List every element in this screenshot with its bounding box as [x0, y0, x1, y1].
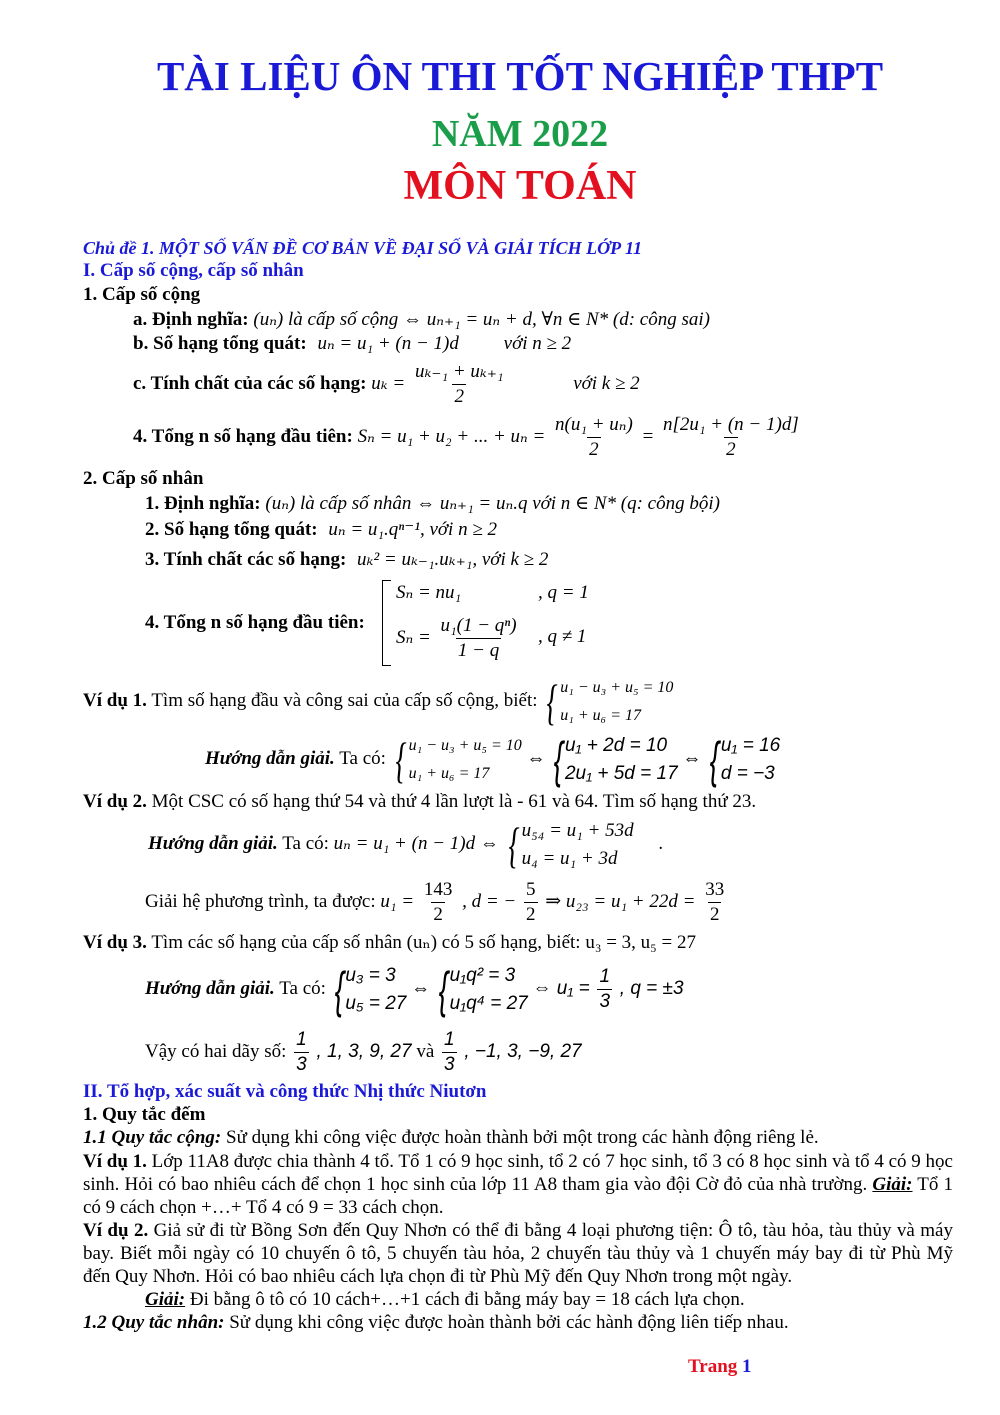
example-3-system-2: { u₁q² = 3 u₁q⁴ = 27	[438, 961, 528, 1018]
example-2-formula: uₙ = u₁ + (n − 1)d ⇔	[333, 833, 499, 854]
frac-num: n(u₁ + uₙ)	[555, 414, 633, 436]
solution-text: Đi bằng ô tô có 10 cách+…+1 cách đi bằng máy bay = 18 cách lựa chọn.	[185, 1289, 745, 1310]
csn-general-formula: uₙ = u₁.qⁿ⁻¹, với n ≥ 2	[328, 519, 498, 540]
example-label: Ví dụ 1.	[83, 1151, 147, 1172]
frac-den: 1 − q	[457, 640, 500, 662]
u1-fraction	[422, 878, 455, 927]
system-row: u₁ + 2d = 10	[564, 734, 668, 756]
example-3-system-1: { u₃ = 3 u₅ = 27	[334, 961, 407, 1018]
csc-general-label: b. Số hạng tổng quát:	[133, 333, 307, 354]
frac-den: 2	[709, 904, 720, 926]
doc-title: TÀI LIỆU ÔN THI TỐT NGHIỆP THPT	[156, 53, 884, 99]
solution-label: Giải:	[872, 1174, 913, 1195]
solution-label: Giải:	[145, 1289, 186, 1310]
frac-num: 1	[444, 1029, 455, 1051]
ta-co-text: Ta có:	[279, 978, 326, 999]
addition-rule-text: Sử dụng khi công việc được hoàn thành bởi một trong các hành động riêng lẻ.	[221, 1127, 819, 1148]
solution-text: Tổ 1 có 9 cách chọn +…+ Tổ 4 có 9 = 33 cách chọn.	[83, 1174, 953, 1218]
counting-example-2-solution	[145, 1289, 745, 1311]
example-3-conclusion	[145, 1027, 582, 1077]
frac-den: 3	[444, 1054, 455, 1076]
frac-num: 1	[599, 966, 611, 988]
example-3-text: Tìm các số hạng của cấp số nhân (uₙ) có 5 số hạng, biết: u₃ = 3, u₅ = 27	[151, 932, 696, 953]
csn-sum-case-2-lhs: Sₙ =	[396, 627, 431, 648]
example-2	[83, 791, 756, 813]
solution-label: Hướng dẫn giải.	[205, 748, 335, 769]
csc-property-cond: với k ≥ 2	[573, 373, 640, 394]
csn-sum-case-2	[396, 614, 522, 663]
csn-property-label: 3. Tính chất các số hạng:	[145, 549, 347, 570]
example-2-system: { u₅₄ = u₁ + 53d u₄ = u₁ + 3d	[508, 816, 634, 873]
csc-property	[133, 360, 640, 409]
example-2-solution	[148, 814, 663, 874]
example-label: Ví dụ 2.	[83, 1220, 149, 1241]
equivalence-arrow: ⇔	[682, 748, 702, 769]
system-row: u₃ = 3	[345, 964, 396, 986]
conclusion-text: Vậy có hai dãy số:	[145, 1041, 287, 1062]
csn-sum-fraction	[439, 614, 519, 663]
csc-sum	[133, 413, 804, 462]
example-1	[83, 673, 673, 730]
frac-den: 2	[433, 904, 443, 926]
section-1-heading: I. Cấp số cộng, cấp số nhân	[83, 260, 304, 281]
example-1-system: { u₁ − u₃ + u₅ = 10 u₁ + u₆ = 17	[546, 673, 674, 730]
system-row: u₅ = 27	[345, 992, 407, 1014]
csc-def-text: (uₙ) là cấp số cộng ⇔ uₙ₊₁ = uₙ + d, ∀n ∈ N* (d: công sai)	[253, 309, 710, 330]
system-row: u₄ = u₁ + 3d	[521, 847, 618, 869]
u1-lhs: u₁ =	[380, 891, 415, 912]
frac-den: 2	[726, 439, 736, 461]
csc-property-lhs: uₖ =	[371, 373, 406, 394]
page-number: 1	[742, 1356, 752, 1377]
csc-def-label: a. Định nghĩa:	[133, 309, 249, 330]
addition-rule	[83, 1127, 819, 1149]
example-1-label: Ví dụ 1.	[83, 690, 147, 711]
doc-subject: MÔN TOÁN	[403, 163, 637, 209]
frac-num: 1	[296, 1029, 307, 1051]
d-lhs: , d = −	[462, 891, 517, 912]
csc-sum-label: 4. Tổng n số hạng đầu tiên:	[133, 426, 353, 447]
system-row: u₁ + u₆ = 17	[408, 764, 490, 782]
frac-num: 33	[705, 879, 725, 901]
page-label: Trang	[688, 1356, 738, 1377]
csn-property	[145, 549, 548, 571]
csn-general-term	[145, 519, 497, 541]
csc-sum-fraction-1	[553, 413, 635, 462]
example-3	[83, 932, 696, 954]
solution-system-2: { u₁ + 2d = 10 2u₁ + 5d = 17	[554, 731, 678, 788]
example-3-solution	[145, 959, 684, 1019]
example-2-result	[145, 877, 729, 927]
period: .	[658, 833, 664, 854]
result-fraction	[597, 965, 612, 1014]
seq-1-fraction	[294, 1028, 309, 1077]
u23-lhs: ⇒ u₂₃ = u₁ + 22d =	[545, 891, 696, 912]
d-fraction	[524, 878, 538, 927]
section-2-heading: II. Tổ hợp, xác suất và công thức Nhị thức Niutơn	[83, 1081, 487, 1102]
multiplication-rule-text: Sử dụng khi công việc được hoàn thành bởi các hành động liên tiếp nhau.	[224, 1312, 789, 1333]
solve-text: Giải hệ phương trình, ta được:	[145, 891, 376, 912]
csc-property-label: c. Tính chất của các số hạng:	[133, 373, 367, 394]
csc-general-term	[133, 333, 571, 355]
csn-property-formula: uₖ² = uₖ₋₁.uₖ₊₁, với k ≥ 2	[357, 549, 549, 570]
equivalence-arrow: ⇔	[411, 978, 431, 999]
csn-definition	[145, 493, 720, 515]
doc-year: NĂM 2022	[431, 113, 609, 155]
case-bracket	[382, 580, 391, 666]
equivalence-arrow: ⇔	[526, 748, 546, 769]
topic-text: Chủ đề 1. MỘT SỐ VẤN ĐỀ CƠ BẢN VỀ ĐẠI SỐ VÀ GIẢI TÍCH LỚP 11	[83, 238, 642, 258]
frac-den: 2	[526, 904, 536, 926]
counting-heading: 1. Quy tắc đếm	[83, 1104, 206, 1125]
sequence-1: , 1, 3, 9, 27	[316, 1041, 412, 1062]
frac-num: 143	[423, 879, 453, 901]
system-row: u₅₄ = u₁ + 53d	[521, 819, 634, 841]
csn-heading: 2. Cấp số nhân	[83, 468, 204, 489]
counting-example-1	[83, 1150, 953, 1219]
ta-co-text: Ta có:	[282, 833, 329, 854]
ta-co-text: Ta có:	[339, 748, 386, 769]
csc-definition	[133, 309, 710, 331]
csn-sum-case-1: Sₙ = nu₁	[396, 582, 462, 603]
counting-example-2	[83, 1219, 953, 1288]
frac-num: n[2u₁ + (n − 1)d]	[663, 414, 799, 436]
sequence-2: , −1, 3, −9, 27	[464, 1041, 582, 1062]
example-2-label: Ví dụ 2.	[83, 791, 147, 812]
solution-system-3: { u₁ = 16 d = −3	[709, 731, 781, 788]
result-lhs: ⇔ u₁ =	[532, 978, 590, 999]
csc-sum-fraction-2	[661, 413, 801, 462]
frac-den: 3	[296, 1054, 307, 1076]
system-row: u₁ − u₃ + u₅ = 10	[560, 678, 674, 696]
and-text: và	[416, 1041, 435, 1062]
u23-fraction	[703, 878, 726, 927]
solution-label: Hướng dẫn giải.	[145, 978, 275, 999]
example-text: Giả sử đi từ Bồng Sơn đến Quy Nhơn có thể đi bằng 4 loại phương tiện: Ô tô, tàu hỏa, tàu thủy và máy bay. Biết mỗi ngày có 10 chuyến ô tô, 5 chuyến tàu hỏa, 2 chuyến tàu thủy và 1 chuyến máy bay đi từ Phù Mỹ đến Quy Nhơn. Hỏi có bao nhiêu cách lựa chọn đi từ Phù Mỹ đến Quy Nhơn trong một ngày.	[83, 1220, 953, 1287]
page-footer	[688, 1356, 752, 1378]
addition-rule-label: 1.1 Quy tắc cộng:	[83, 1127, 222, 1148]
csn-sum-case-2-cond: , q ≠ 1	[538, 626, 587, 647]
example-3-label: Ví dụ 3.	[83, 932, 147, 953]
csn-def-label: 1. Định nghĩa:	[145, 493, 261, 514]
example-text: Lớp 11A8 được chia thành 4 tổ. Tổ 1 có 9 học sinh, tổ 2 có 7 học sinh, tổ 3 có 8 học sinh và tổ 4 có 9 học sinh. Hỏi có bao nhiêu cách để chọn 1 học sinh của lớp 11 A8 tham gia vào đội Cờ đỏ của nhà trường.	[83, 1151, 953, 1195]
system-row: u₁ = 16	[720, 734, 781, 756]
system-row: 2u₁ + 5d = 17	[564, 762, 678, 784]
system-row: d = −3	[720, 762, 775, 784]
solution-label: Hướng dẫn giải.	[148, 833, 278, 854]
csc-general-cond: với n ≥ 2	[503, 333, 572, 354]
equals-sign: =	[642, 426, 654, 447]
csc-heading: 1. Cấp số cộng	[83, 284, 201, 305]
system-row: u₁ − u₃ + u₅ = 10	[408, 736, 522, 754]
csn-general-label: 2. Số hạng tổng quát:	[145, 519, 318, 540]
csn-sum-case-1-cond: , q = 1	[538, 582, 589, 603]
topic-heading	[83, 237, 642, 259]
system-row: u₁q⁴ = 27	[449, 992, 528, 1014]
csc-property-fraction	[413, 360, 505, 409]
example-1-text: Tìm số hạng đầu và công sai của cấp số cộng, biết:	[151, 690, 538, 711]
result-rhs: , q = ±3	[619, 978, 684, 999]
frac-den: 2	[454, 386, 464, 408]
example-1-solution	[205, 729, 780, 789]
frac-den: 3	[599, 991, 611, 1013]
frac-num: uₖ₋₁ + uₖ₊₁	[415, 361, 504, 383]
frac-den: 2	[589, 439, 599, 461]
csn-def-text: (uₙ) là cấp số nhân ⇔ uₙ₊₁ = uₙ.q với n ∈ N* (q: công bội)	[265, 493, 720, 514]
system-row: u₁q² = 3	[449, 964, 516, 986]
csn-sum-label: 4. Tổng n số hạng đầu tiên:	[145, 612, 365, 633]
seq-2-fraction	[442, 1028, 457, 1077]
example-2-text: Một CSC có số hạng thứ 54 và thứ 4 lần lượt là - 61 và 64. Tìm số hạng thứ 23.	[151, 791, 757, 812]
csc-sum-lhs: Sₙ = u₁ + u₂ + ... + uₙ =	[357, 426, 546, 447]
solution-system-1: { u₁ − u₃ + u₅ = 10 u₁ + u₆ = 17	[395, 731, 522, 788]
frac-num: 5	[526, 879, 536, 901]
csc-general-formula: uₙ = u₁ + (n − 1)d	[317, 333, 459, 354]
multiplication-rule	[83, 1312, 789, 1334]
frac-num: u₁(1 − qⁿ)	[440, 615, 517, 637]
system-row: u₁ + u₆ = 17	[560, 706, 642, 724]
multiplication-rule-label: 1.2 Quy tắc nhân:	[83, 1312, 225, 1333]
